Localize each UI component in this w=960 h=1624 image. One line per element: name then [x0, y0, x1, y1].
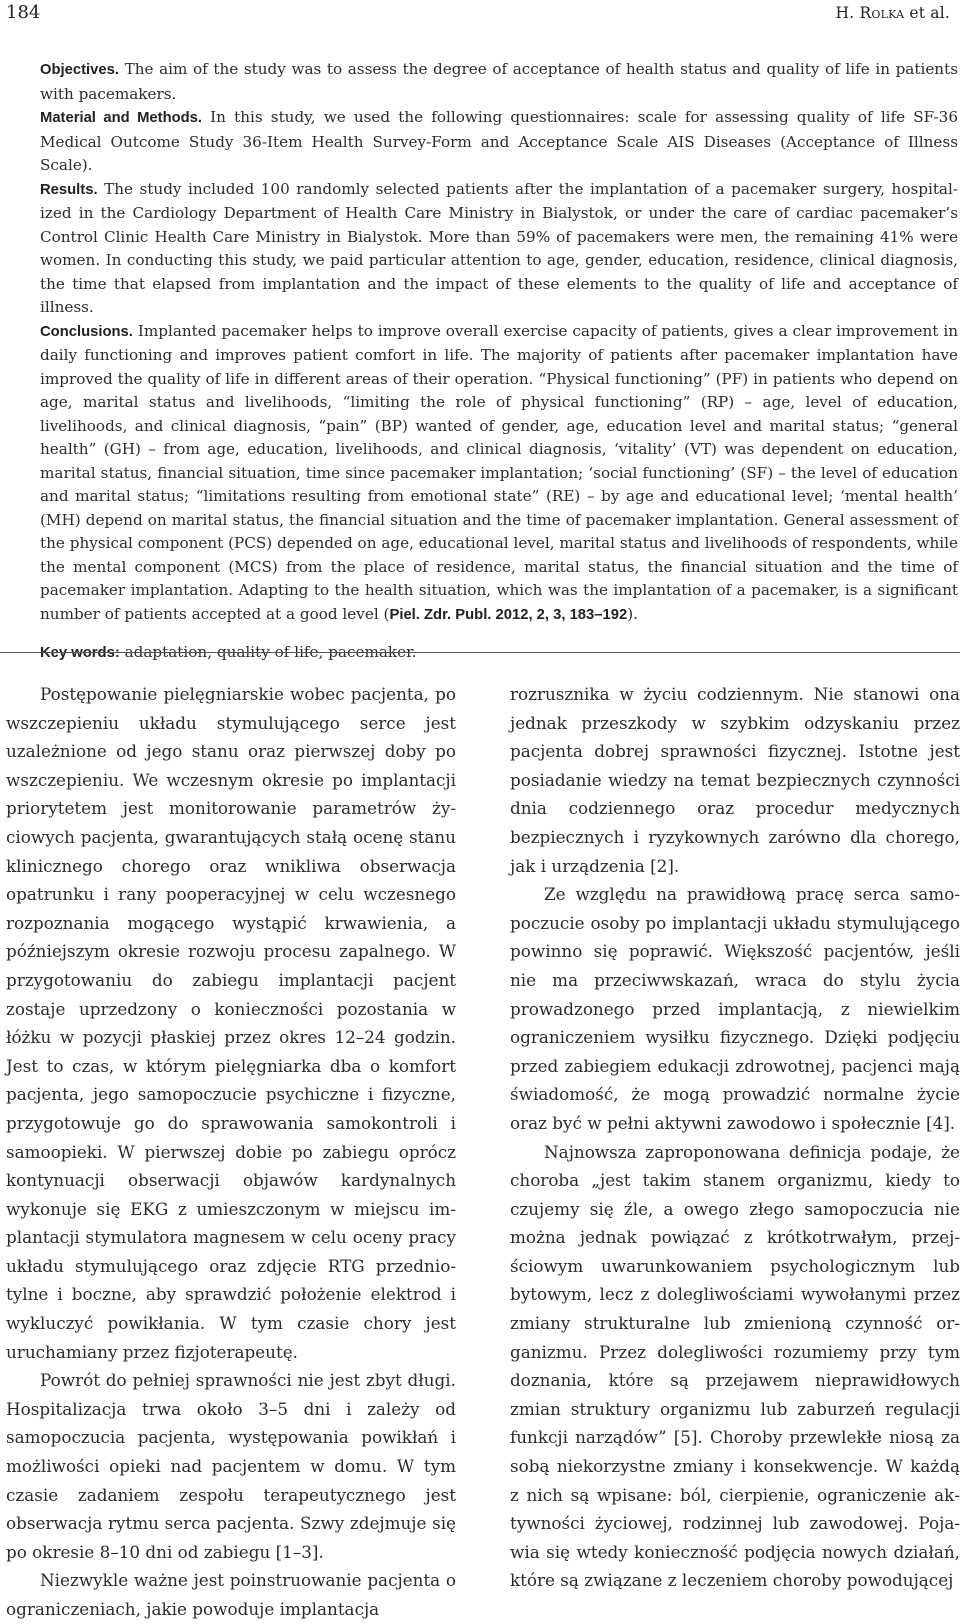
- methods-label: Material and Methods.: [40, 110, 203, 126]
- abstract: [40, 58, 958, 666]
- conclusions-label: Conclusions.: [40, 323, 133, 340]
- abstract-results: [40, 178, 958, 320]
- abstract-objectives: [40, 58, 958, 106]
- body-paragraph: rozrusznika w życiu codziennym. Nie stanowi ona jednak przeszkody w szybkim odzyskaniu przez pacjenta dobrej sprawności fizycznej. Istotne jest posiadanie wiedzy na temat bezpiecznych czynności dnia codziennego oraz procedur medycznych bezpiecznych i ryzykownych zarówno dla chorego, jak i urządzenia [2].: [510, 684, 960, 876]
- citation: Piel. Zdr. Publ. 2012, 2, 3, 183–192: [389, 606, 628, 623]
- body-column-right: [510, 680, 960, 1595]
- objectives-label: Objectives.: [40, 62, 119, 78]
- section-divider: [0, 652, 960, 653]
- conclusions-text: Implanted pacemaker helps to improve overall exercise capacity of patients, gives a clear improvement in daily functioning and improves patient comfort in life. The majority of patients after pacemaker implantation have improved the quality of life in different areas of their operation. “Physical functioning” (PF) in patients who depend on age, marital status and livelihoods, “limiting the role of physical functioning” (RP) – age, level of education, livelihoods, and clinical diagnosis, “pain” (BP) wanted of gender, age, education level and marital status; “general health” (GH) – from age, education, livelihoods, and clinical diagnosis, ‘vitality’ (VT) was dependent on education, marital status, financial situation, time since pacemaker implantation; ‘social functioning’ (SF) – the level of education and marital status; “limitations resulting from emotional state” (RE) – by age and educational level; ‘mental health’ (MH) depend on marital status, the financial situation and the time of pacemaker implantation. General assessment of the physical component (PCS) depended on age, educational level, marital status and livelihoods of respondents, while the mental component (MCS) from the place of residence, marital status, the financial situation and the time of pacemaker implantation. Adapting to the health situation, which was the implantation of a pacemaker, is a significant number of patients accepted at a good level (: [40, 321, 958, 623]
- abstract-methods: [40, 106, 958, 178]
- body-paragraph: Powrót do pełniej sprawności nie jest zbyt długi. Hospitalizacja trwa około 3–5 dni i zależy od samopoczucia pacjenta, występowania powikłań i możliwości opieki nad pacjentem w domu. W tym czasie zadaniem zespołu terapeutycznego jest obserwacja rytmu serca pacjenta. Szwy zdejmuje się po okresie 8–10 dni od zabiegu [1–3].: [6, 1370, 456, 1562]
- objectives-text: The aim of the study was to assess the degree of acceptance of health status and quality of life in patients with pacemakers.: [40, 60, 958, 103]
- methods-text: In this study, we used the following questionnaires: scale for assessing quality of life SF-36 Medical Outcome Study 36-Item Health Survey-Form and Acceptance Scale AIS Diseases (Acceptance of Illness Scale).: [40, 108, 958, 174]
- keywords-text: adaptation, quality of life, pacemaker.: [119, 643, 417, 661]
- body-column-left: [6, 680, 456, 1624]
- body-paragraph: Najnowsza zaproponowana definicja podaje, że choroba „jest takim stanem organizmu, kiedy to czujemy się źle, a owego złego samopoczucia nie można jednak powiązać z krótkotrwałym, przejściowym uwarunkowaniem psychologicznym lub bytowym, lecz z dolegliwościami wywołanymi przez zmiany strukturalne lub zmienioną czynność organizmu. Przez dolegliwości rozumiemy przy tym doznania, które są przejawem nieprawidłowych zmian struktury organizmu lub zaburzeń regulacji funkcji narządów” [5]. Choroby przewlekłe niosą za sobą niekorzystne zmiany i konsekwencje. W każdą z nich są wpisane: ból, cierpienie, ograniczenie aktywności życiowej, rodzinnej lub zawodowej. Pojawia się wtedy konieczność podjęcia nowych działań, które są związane z leczeniem choroby powodującej: [510, 1141, 960, 1591]
- results-text: The study included 100 randomly selected patients after the implantation of a pacemaker surgery, hospitalized in the Cardiology Department of Health Care Ministry in Bialystok, or under the care of cardiac pacemaker’s Control Clinic Health Care Ministry in Bialystok. More than 59% of pacemakers were men, the remaining 41% were women. In conducting this study, we paid particular attention to age, gender, education, residence, clinical diagnosis, the time that elapsed from implantation and the impact of these elements to the quality of life and acceptance of illness.: [40, 179, 958, 316]
- running-head-authors: [836, 4, 950, 22]
- body-paragraph: Niezwykle ważne jest poinstruowanie pacjenta o ograniczeniach, jakie powoduje implantacja: [6, 1570, 456, 1619]
- page-header: [0, 0, 960, 30]
- citation-end: ).: [627, 604, 638, 623]
- abstract-keywords: [40, 641, 958, 666]
- abstract-conclusions: [40, 320, 958, 628]
- body-paragraph: Ze względu na prawidłową pracę serca samopoczucie osoby po implantacji układu stymulującego powinno się poprawić. Większość pacjentów, jeśli nie ma przeciwwskazań, wraca do stylu życia prowadzonego przed implantacją, z niewielkim ograniczeniem wysiłku fizycznego. Dzięki podjęciu przed zabiegiem edukacji zdrowotnej, pacjenci mają świadomość, że mogą prowadzić normalne życie oraz być w pełni aktywni zawodowo i społecznie [4].: [510, 884, 960, 1133]
- results-label: Results.: [40, 181, 98, 198]
- body-paragraph: Postępowanie pielęgniarskie wobec pacjenta, po wszczepieniu układu stymulującego serce jest uzależnione od jego stanu oraz pierwszej doby po wszczepieniu. We wczesnym okresie po implantacji priorytetem jest monitorowanie parametrów życiowych pacjenta, gwarantujących stałą ocenę stanu klinicznego chorego oraz wnikliwa obserwacja opatrunku i rany pooperacyjnej w celu wczesnego rozpoznania mogącego wystąpić krwawienia, a późniejszym okresie rozwoju procesu zapalnego. W przygotowaniu do zabiegu implantacji pacjent zostaje uprzedzony o konieczności pozostania w łóżku w pozycji płaskiej przez okres 12–24 godzin. Jest to czas, w którym pielęgniarka dba o komfort pacjenta, jego samopoczucie psychiczne i fizyczne, przygotowuje go do sprawowania samokontroli i samoopieki. W pierwszej dobie po zabiegu oprócz kontynuacji obserwacji objawów kardynalnych wykonuje się EKG z umieszczonym w miejscu implantacji stymulatora magnesem w celu oceny pracy układu stymulującego oraz zdjęcie RTG przednio-tylne i boczne, aby sprawdzić położenie elektrod i wykluczyć powikłania. W tym czasie chory jest uruchamiany przez fizjoterapeutę.: [6, 684, 456, 1362]
- authors-suffix: et al.: [904, 4, 950, 22]
- authors-prefix: H.: [835, 4, 860, 22]
- keywords-label: Key words:: [40, 645, 120, 661]
- page-number: 184: [6, 2, 41, 23]
- authors-name: Rolka: [859, 4, 905, 22]
